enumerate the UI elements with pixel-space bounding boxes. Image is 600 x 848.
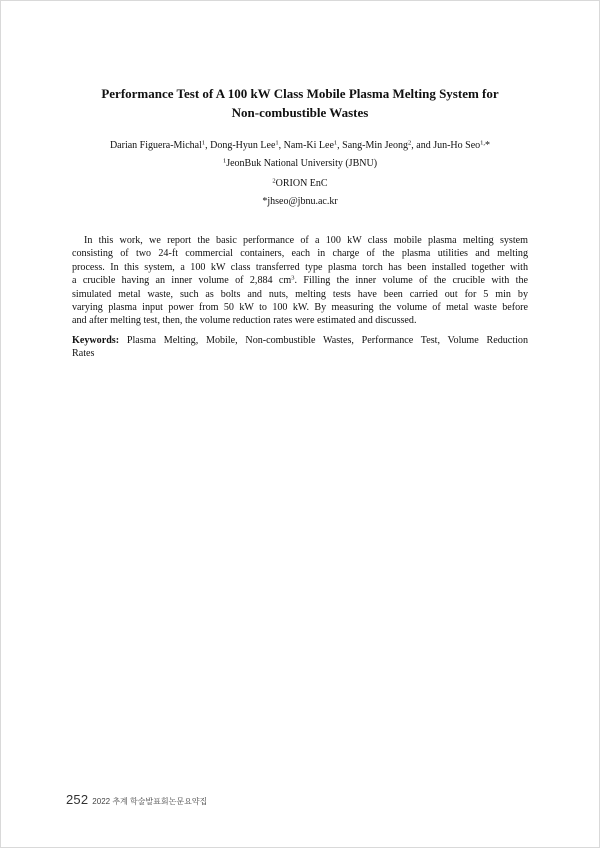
keywords-line [72,334,528,347]
abstract-line: varying plasma input power from 50 kW to 100 kW. By measuring the volume of metal waste before [72,301,528,313]
abstract-body [72,234,528,328]
author-separator: , [205,140,211,151]
page-number: 252 [66,792,89,807]
author-name: Darian Figuera-Michal [109,140,202,151]
abstract-line: In this work, we report the basic performance of a 100 kW class mobile plasma melting system [84,235,528,246]
cubic-superscript: 3 [291,274,295,282]
journal-name: 2022 추계 학술발표회논문요약집 [92,797,208,806]
abstract-line: and after melting test, then, the volume reduction rates were estimated and discussed. [72,315,417,327]
affiliation-2-sup: 2 [272,177,276,185]
author-separator: , and [411,140,434,151]
author-list [40,139,560,153]
author-affiliation-sup: 2 [408,139,412,147]
keywords-section [72,334,528,361]
paper-title [60,84,540,122]
corresponding-email: *jhseo@jbnu.ac.kr [262,196,338,207]
affiliation-2 [40,177,560,191]
page-footer [66,791,207,809]
author-name: Nam-Ki Lee [283,140,334,151]
author-affiliation-sup: 1, [480,139,486,147]
affiliation-2-text: ORION EnC [275,178,328,189]
author-affiliation-sup: 1 [333,139,338,147]
abstract-line: simulated metal waste, such as bolts and nuts, melting tests have been carried out for 5 min by [72,288,528,300]
author-name: Sang-Min Jeong [342,140,408,151]
title-line-2: Non-combustible Wastes [231,105,369,120]
author-name: Dong-Hyun Lee [210,140,276,151]
abstract-line-text: . Filling the inner volume of the crucible with the [294,275,528,287]
author-name: Jun-Ho Seo [433,140,481,151]
author-separator: , [337,140,343,151]
abstract-line: consisting of two 24-ft commercial containers, each in charge of the plasma utilities and melting [72,248,528,260]
abstract-line [72,274,528,287]
affiliation-1-text: JeonBuk National University (JBNU) [226,158,378,169]
affiliation-1-sup: 1 [222,157,227,165]
keywords-label: Keywords: [72,335,120,346]
abstract-line-text: a crucible having an inner volume of 2,884 cm [72,275,292,287]
keywords-text: Plasma Melting, Mobile, Non-combustible Wastes, Performance Test, Volume Reduction [119,335,528,346]
affiliation-1 [40,157,560,171]
keywords-line: Rates [72,348,95,360]
author-affiliation-sup: 1 [201,139,206,147]
author-separator: , [278,140,284,151]
corresponding-mark: * [485,140,491,151]
author-affiliation-sup: 1 [275,139,279,147]
abstract-line: process. In this system, a 100 kW class transferred type plasma torch has been installed together with [72,261,528,273]
title-line-1: Performance Test of A 100 kW Class Mobile Plasma Melting System for [101,86,499,101]
